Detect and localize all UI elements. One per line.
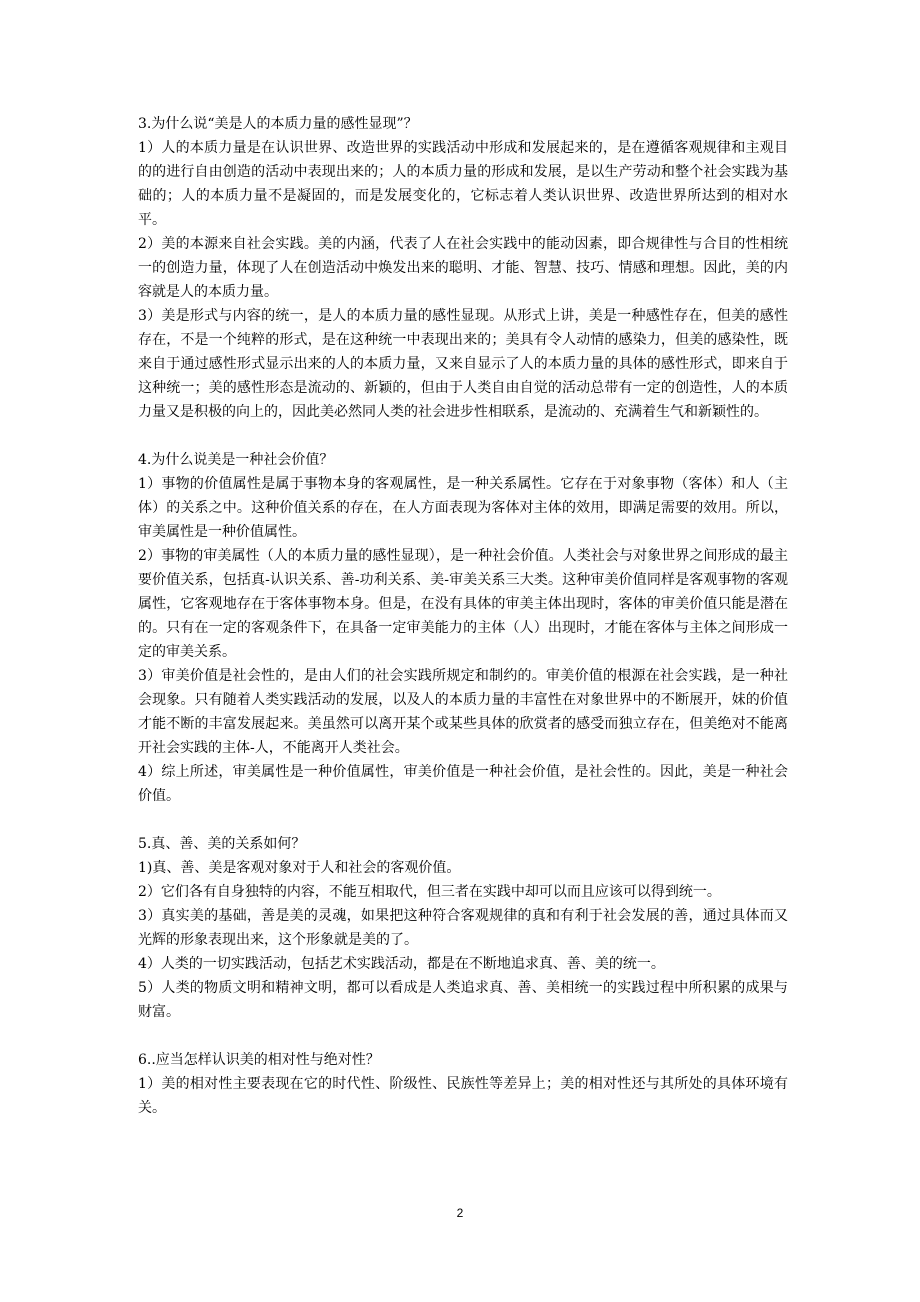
section-spacer <box>138 424 788 448</box>
section-5-item-2: 2）它们各有自身独特的内容，不能互相取代，但三者在实践中却可以而且应该可以得到统一。 <box>138 884 721 900</box>
page-number: 2 <box>456 1206 464 1220</box>
section-5-item-4: 4）人类的一切实践活动，包括艺术实践活动，都是在不断地追求真、善、美的统一。 <box>138 956 665 972</box>
section-4-item-1: 1）事物的价值属性是属于事物本身的客观属性，是一种关系属性。它存在于对象事物（客体）和人（主体）的关系之中。这种价值关系的存在，在人方面表现为客体对主体的效用，即满足需要的效用。所以，审美属性是一种价值属性。 <box>138 476 788 540</box>
section-5-item-1: 1)真、善、美是客观对象对于人和社会的客观价值。 <box>138 860 461 876</box>
section-3-question: 3.为什么说“美是人的本质力量的感性显现”？ <box>138 116 418 132</box>
section-4-question: 4.为什么说美是一种社会价值？ <box>138 452 334 468</box>
section-5-question: 5.真、善、美的关系如何？ <box>138 836 306 852</box>
section-6-item-1: 1）美的相对性主要表现在它的时代性、阶级性、民族性等差异上；美的相对性还与其所处的具体环境有关。 <box>138 1076 788 1116</box>
section-4-item-3: 3）审美价值是社会性的，是由人们的社会实践所规定和制约的。审美价值的根源在社会实践，是一种社会现象。只有随着人类实践活动的发展，以及人的本质力量的丰富性在对象世界中的不断展开，妹的价值才能不断的丰富发展起来。美虽然可以离开某个或某些具体的欣赏者的感受而独立存在，但美绝对不能离开社会实践的主体-人，不能离开人类社会。 <box>138 668 788 756</box>
section-4-item-4: 4）综上所述，审美属性是一种价值属性，审美价值是一种社会价值，是社会性的。因此，美是一种社会价值。 <box>138 764 788 804</box>
section-3-item-3: 3）美是形式与内容的统一，是人的本质力量的感性显现。从形式上讲，美是一种感性存在，但美的感性存在，不是一个纯粹的形式，是在这种统一中表现出来的；美具有令人动情的感染力，但美的感染性，既来自于通过感性形式显示出来的人的本质力量，又来自显示了人的本质力量的具体的感性形式，即来自于这种统一；美的感性形态是流动的、新颖的，但由于人类自由自觉的活动总带有一定的创造性，人的本质力量又是积极的向上的，因此美必然同人类的社会进步性相联系，是流动的、充满着生气和新颖性的。 <box>138 308 788 420</box>
section-4-item-2: 2）事物的审美属性（人的本质力量的感性显现），是一种社会价值。人类社会与对象世界之间形成的最主要价值关系，包括真-认识关系、善-功利关系、美-审美关系三大类。这种审美价值同样是客观事物的客观属性，它客观地存在于客体事物本身。但是，在没有具体的审美主体出现时，客体的审美价值只能是潜在的。只有在一定的客观条件下，在具备一定审美能力的主体（人）出现时，才能在客体与主体之间形成一定的审美关系。 <box>138 548 788 660</box>
section-3-item-1: 1）人的本质力量是在认识世界、改造世界的实践活动中形成和发展起来的，是在遵循客观规律和主观目的的进行自由创造的活动中表现出来的；人的本质力量的形成和发展，是以生产劳动和整个社会实践为基础的；人的本质力量不是凝固的，而是发展变化的，它标志着人类认识世界、改造世界所达到的相对水平。 <box>138 140 788 228</box>
document-body <box>138 112 788 1120</box>
section-6-question: 6..应当怎样认识美的相对性与绝对性？ <box>138 1052 380 1068</box>
section-3-item-2: 2）美的本源来自社会实践。美的内涵，代表了人在社会实践中的能动因素，即合规律性与合目的性相统一的创造力量，体现了人在创造活动中焕发出来的聪明、才能、智慧、技巧、情感和理想。因此，美的内容就是人的本质力量。 <box>138 236 788 300</box>
section-5-item-5: 5）人类的物质文明和精神文明，都可以看成是人类追求真、善、美相统一的实践过程中所积累的成果与财富。 <box>138 980 788 1020</box>
section-spacer <box>138 1024 788 1048</box>
section-5-item-3: 3）真实美的基础，善是美的灵魂，如果把这种符合客观规律的真和有利于社会发展的善，通过具体而又光辉的形象表现出来，这个形象就是美的了。 <box>138 908 788 948</box>
section-spacer <box>138 808 788 832</box>
